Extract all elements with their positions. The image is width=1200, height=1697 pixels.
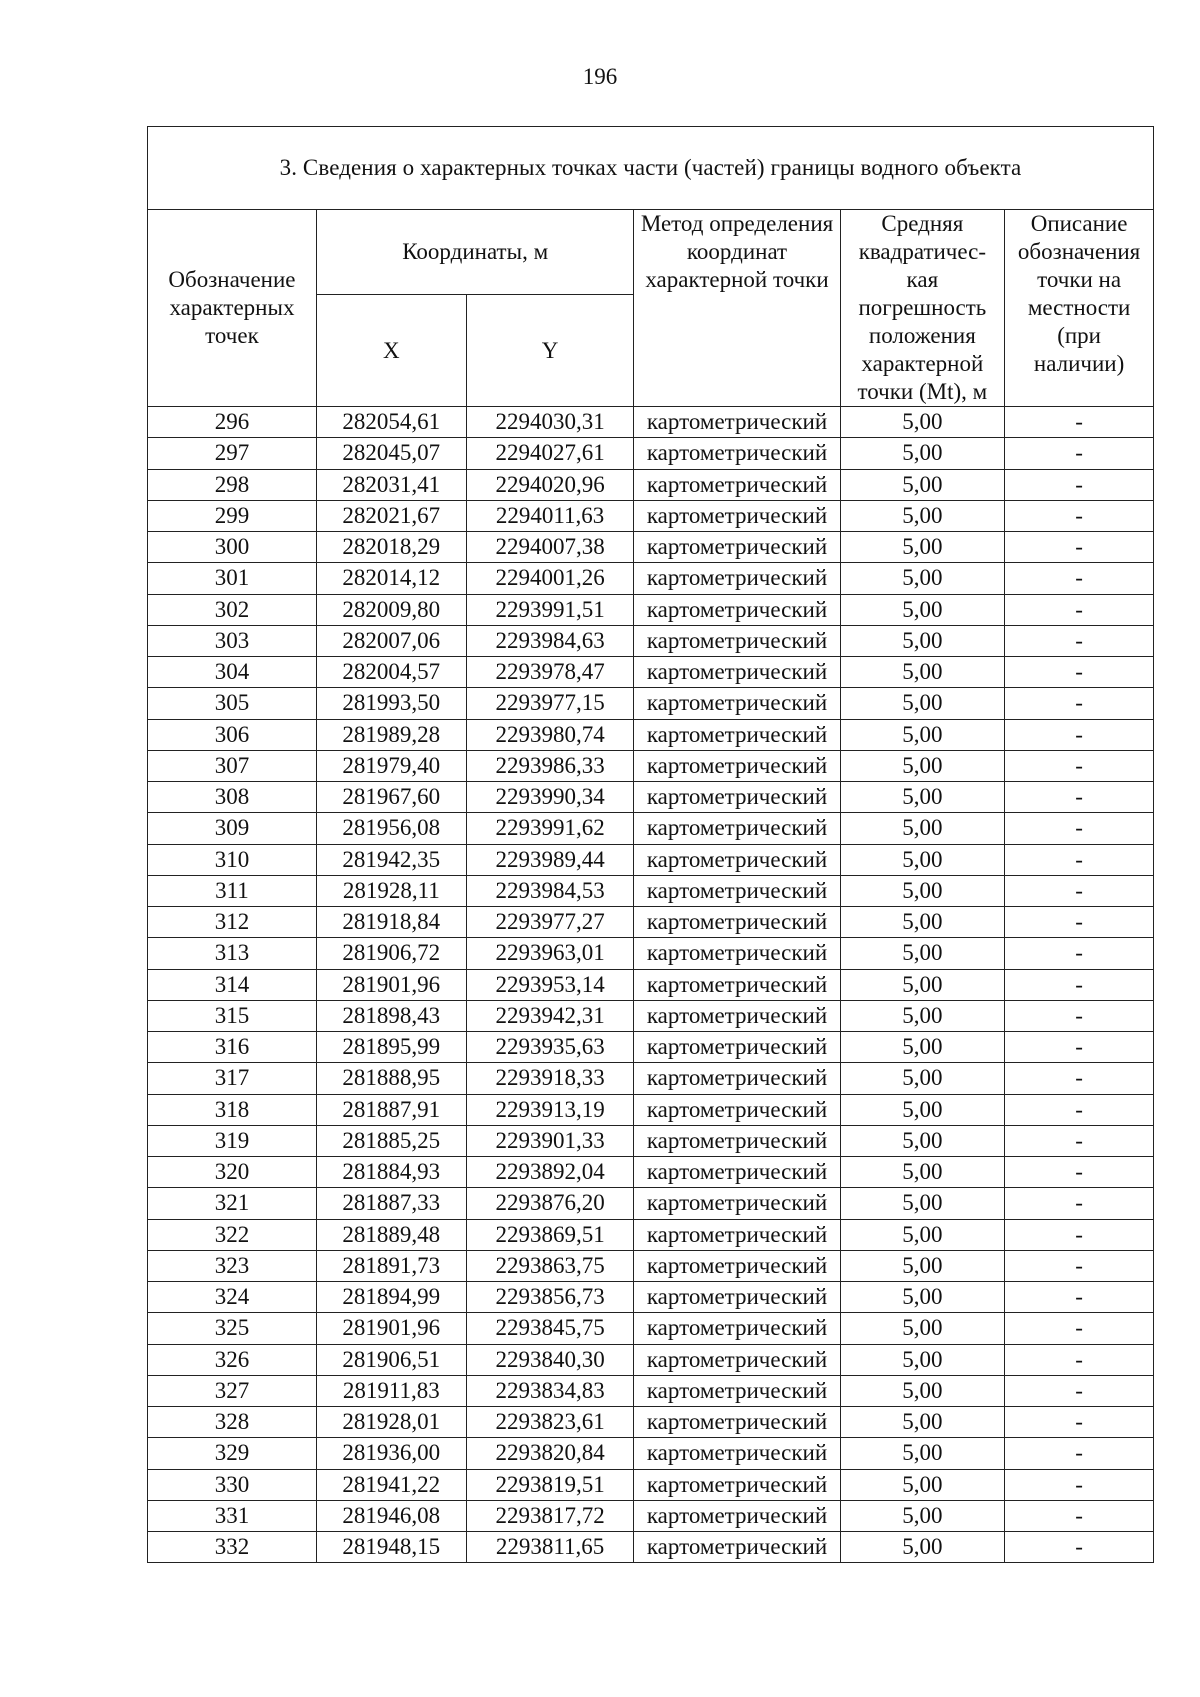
cell-y: 2293840,30 [466, 1344, 634, 1375]
table-row [148, 1438, 1154, 1469]
cell-point-id: 323 [148, 1250, 317, 1281]
cell-x: 281901,96 [316, 1313, 466, 1344]
cell-description: - [1005, 1032, 1154, 1063]
cell-x: 281895,99 [316, 1032, 466, 1063]
cell-x: 281928,11 [316, 875, 466, 906]
cell-x: 281885,25 [316, 1125, 466, 1156]
table-row [148, 407, 1154, 438]
cell-point-id: 325 [148, 1313, 317, 1344]
cell-point-id: 304 [148, 657, 317, 688]
cell-method: картометрический [634, 1500, 840, 1531]
cell-method: картометрический [634, 938, 840, 969]
table-row [148, 438, 1154, 469]
table-row [148, 938, 1154, 969]
cell-description: - [1005, 407, 1154, 438]
cell-method: картометрический [634, 1219, 840, 1250]
cell-y: 2293901,33 [466, 1125, 634, 1156]
cell-method: картометрический [634, 1125, 840, 1156]
cell-y: 2293990,34 [466, 782, 634, 813]
cell-method: картометрический [634, 594, 840, 625]
cell-error: 5,00 [840, 1532, 1005, 1563]
cell-error: 5,00 [840, 1032, 1005, 1063]
cell-method: картометрический [634, 969, 840, 1000]
cell-description: - [1005, 844, 1154, 875]
cell-x: 281884,93 [316, 1157, 466, 1188]
header-description-line: обозначения [1017, 239, 1141, 264]
cell-method: картометрический [634, 1032, 840, 1063]
cell-method: картометрический [634, 532, 840, 563]
cell-point-id: 310 [148, 844, 317, 875]
cell-method: картометрический [634, 1250, 840, 1281]
cell-method: картометрический [634, 1532, 840, 1563]
cell-error: 5,00 [840, 1157, 1005, 1188]
cell-point-id: 312 [148, 907, 317, 938]
cell-method: картометрический [634, 1094, 840, 1125]
cell-description: - [1005, 719, 1154, 750]
cell-error: 5,00 [840, 1094, 1005, 1125]
cell-point-id: 303 [148, 625, 317, 656]
cell-error: 5,00 [840, 594, 1005, 625]
cell-error: 5,00 [840, 1438, 1005, 1469]
cell-error: 5,00 [840, 1344, 1005, 1375]
table-row [148, 657, 1154, 688]
cell-y: 2293977,15 [466, 688, 634, 719]
cell-point-id: 307 [148, 750, 317, 781]
cell-method: картометрический [634, 1157, 840, 1188]
cell-x: 281967,60 [316, 782, 466, 813]
cell-y: 2293856,73 [466, 1282, 634, 1313]
cell-error: 5,00 [840, 469, 1005, 500]
cell-description: - [1005, 500, 1154, 531]
table-row [148, 1219, 1154, 1250]
cell-x: 281936,00 [316, 1438, 466, 1469]
cell-point-id: 329 [148, 1438, 317, 1469]
cell-method: картометрический [634, 1344, 840, 1375]
header-description-line: точки на [1037, 267, 1122, 292]
cell-x: 281928,01 [316, 1407, 466, 1438]
cell-x: 281906,51 [316, 1344, 466, 1375]
table-row [148, 1125, 1154, 1156]
cell-error: 5,00 [840, 500, 1005, 531]
cell-x: 282045,07 [316, 438, 466, 469]
table-row [148, 688, 1154, 719]
cell-y: 2293986,33 [466, 750, 634, 781]
cell-y: 2293989,44 [466, 844, 634, 875]
cell-x: 281887,33 [316, 1188, 466, 1219]
cell-description: - [1005, 1407, 1154, 1438]
cell-error: 5,00 [840, 1313, 1005, 1344]
cell-description: - [1005, 1000, 1154, 1031]
cell-y: 2293980,74 [466, 719, 634, 750]
cell-method: картометрический [634, 1438, 840, 1469]
cell-x: 281948,15 [316, 1532, 466, 1563]
table-row [148, 1094, 1154, 1125]
cell-y: 2294001,26 [466, 563, 634, 594]
page-number: 196 [582, 64, 618, 89]
cell-x: 281887,91 [316, 1094, 466, 1125]
cell-error: 5,00 [840, 875, 1005, 906]
cell-method: картометрический [634, 1282, 840, 1313]
cell-point-id: 318 [148, 1094, 317, 1125]
cell-x: 281911,83 [316, 1375, 466, 1406]
cell-error: 5,00 [840, 625, 1005, 656]
header-description [1005, 210, 1154, 407]
table-row [148, 469, 1154, 500]
table-row [148, 813, 1154, 844]
cell-x: 281942,35 [316, 844, 466, 875]
header-description-line: (при [1057, 323, 1101, 348]
cell-y: 2294011,63 [466, 500, 634, 531]
table-row [148, 719, 1154, 750]
table-row [148, 1407, 1154, 1438]
cell-x: 281941,22 [316, 1469, 466, 1500]
cell-error: 5,00 [840, 407, 1005, 438]
cell-error: 5,00 [840, 844, 1005, 875]
cell-y: 2293978,47 [466, 657, 634, 688]
cell-error: 5,00 [840, 1282, 1005, 1313]
cell-error: 5,00 [840, 907, 1005, 938]
cell-y: 2293953,14 [466, 969, 634, 1000]
cell-point-id: 302 [148, 594, 317, 625]
cell-point-id: 297 [148, 438, 317, 469]
cell-point-id: 296 [148, 407, 317, 438]
cell-description: - [1005, 750, 1154, 781]
cell-description: - [1005, 688, 1154, 719]
cell-error: 5,00 [840, 813, 1005, 844]
cell-method: картометрический [634, 844, 840, 875]
table-row [148, 1157, 1154, 1188]
cell-description: - [1005, 875, 1154, 906]
cell-x: 281918,84 [316, 907, 466, 938]
table-row [148, 532, 1154, 563]
cell-error: 5,00 [840, 1250, 1005, 1281]
cell-y: 2294027,61 [466, 438, 634, 469]
cell-point-id: 316 [148, 1032, 317, 1063]
table-row [148, 1532, 1154, 1563]
table-row [148, 625, 1154, 656]
header-row [148, 210, 1154, 295]
cell-description: - [1005, 469, 1154, 500]
table-row [148, 875, 1154, 906]
cell-description: - [1005, 1063, 1154, 1094]
cell-method: картометрический [634, 1063, 840, 1094]
cell-x: 282009,80 [316, 594, 466, 625]
cell-y: 2293876,20 [466, 1188, 634, 1219]
table-row [148, 1469, 1154, 1500]
cell-description: - [1005, 782, 1154, 813]
cell-description: - [1005, 1500, 1154, 1531]
header-description-line: Описание [1030, 211, 1128, 236]
cell-method: картометрический [634, 657, 840, 688]
cell-method: картометрический [634, 688, 840, 719]
cell-description: - [1005, 969, 1154, 1000]
cell-error: 5,00 [840, 532, 1005, 563]
cell-error: 5,00 [840, 1125, 1005, 1156]
cell-y: 2293845,75 [466, 1313, 634, 1344]
cell-method: картометрический [634, 469, 840, 500]
cell-error: 5,00 [840, 688, 1005, 719]
header-coordinates: Координаты, м [316, 210, 634, 295]
table-row [148, 563, 1154, 594]
cell-description: - [1005, 438, 1154, 469]
table-row [148, 500, 1154, 531]
cell-method: картометрический [634, 1469, 840, 1500]
cell-method: картометрический [634, 407, 840, 438]
cell-error: 5,00 [840, 1000, 1005, 1031]
cell-description: - [1005, 1344, 1154, 1375]
cell-description: - [1005, 907, 1154, 938]
cell-point-id: 311 [148, 875, 317, 906]
cell-error: 5,00 [840, 719, 1005, 750]
cell-y: 2293892,04 [466, 1157, 634, 1188]
header-error [840, 210, 1005, 407]
cell-error: 5,00 [840, 1219, 1005, 1250]
cell-description: - [1005, 563, 1154, 594]
cell-description: - [1005, 1282, 1154, 1313]
cell-y: 2294020,96 [466, 469, 634, 500]
cell-description: - [1005, 594, 1154, 625]
cell-method: картометрический [634, 1375, 840, 1406]
table-row [148, 1282, 1154, 1313]
cell-y: 2293991,51 [466, 594, 634, 625]
cell-description: - [1005, 813, 1154, 844]
cell-point-id: 299 [148, 500, 317, 531]
table-row [148, 969, 1154, 1000]
cell-description: - [1005, 657, 1154, 688]
table-row [148, 907, 1154, 938]
cell-method: картометрический [634, 719, 840, 750]
cell-x: 282014,12 [316, 563, 466, 594]
cell-point-id: 313 [148, 938, 317, 969]
cell-x: 282004,57 [316, 657, 466, 688]
cell-y: 2293819,51 [466, 1469, 634, 1500]
table-row [148, 1500, 1154, 1531]
cell-error: 5,00 [840, 969, 1005, 1000]
header-method-line: характерной точки [645, 267, 829, 292]
cell-y: 2293984,63 [466, 625, 634, 656]
cell-error: 5,00 [840, 750, 1005, 781]
table-row [148, 594, 1154, 625]
header-error-line: характерной [861, 351, 984, 376]
cell-x: 281901,96 [316, 969, 466, 1000]
cell-point-id: 306 [148, 719, 317, 750]
cell-point-id: 314 [148, 969, 317, 1000]
cell-error: 5,00 [840, 563, 1005, 594]
title-row [148, 127, 1154, 210]
cell-description: - [1005, 938, 1154, 969]
cell-error: 5,00 [840, 938, 1005, 969]
cell-x: 281894,99 [316, 1282, 466, 1313]
header-error-line: погрешность [858, 295, 987, 320]
cell-description: - [1005, 1375, 1154, 1406]
cell-point-id: 332 [148, 1532, 317, 1563]
table-row [148, 844, 1154, 875]
cell-y: 2293935,63 [466, 1032, 634, 1063]
cell-y: 2293834,83 [466, 1375, 634, 1406]
cell-method: картометрический [634, 1407, 840, 1438]
cell-x: 282054,61 [316, 407, 466, 438]
cell-error: 5,00 [840, 1500, 1005, 1531]
cell-method: картометрический [634, 875, 840, 906]
cell-description: - [1005, 1157, 1154, 1188]
cell-y: 2293918,33 [466, 1063, 634, 1094]
cell-description: - [1005, 625, 1154, 656]
cell-point-id: 309 [148, 813, 317, 844]
cell-description: - [1005, 1313, 1154, 1344]
cell-method: картометрический [634, 625, 840, 656]
header-designation-line: характерных [169, 295, 295, 320]
cell-y: 2293863,75 [466, 1250, 634, 1281]
cell-method: картометрический [634, 1313, 840, 1344]
cell-y: 2293991,62 [466, 813, 634, 844]
cell-point-id: 308 [148, 782, 317, 813]
cell-y: 2293820,84 [466, 1438, 634, 1469]
cell-y: 2294030,31 [466, 407, 634, 438]
cell-y: 2293817,72 [466, 1500, 634, 1531]
table-row [148, 1344, 1154, 1375]
header-error-line: точки (Mt), м [857, 379, 988, 404]
cell-description: - [1005, 1094, 1154, 1125]
header-error-line: квадратичес- [858, 239, 987, 264]
cell-x: 282007,06 [316, 625, 466, 656]
cell-y: 2294007,38 [466, 532, 634, 563]
cell-x: 281989,28 [316, 719, 466, 750]
cell-error: 5,00 [840, 1375, 1005, 1406]
cell-method: картометрический [634, 782, 840, 813]
cell-y: 2293984,53 [466, 875, 634, 906]
cell-point-id: 324 [148, 1282, 317, 1313]
cell-x: 281956,08 [316, 813, 466, 844]
cell-x: 281891,73 [316, 1250, 466, 1281]
cell-x: 282021,67 [316, 500, 466, 531]
cell-point-id: 320 [148, 1157, 317, 1188]
cell-point-id: 331 [148, 1500, 317, 1531]
cell-x: 281979,40 [316, 750, 466, 781]
cell-point-id: 305 [148, 688, 317, 719]
table-row [148, 1250, 1154, 1281]
cell-y: 2293811,65 [466, 1532, 634, 1563]
table-row [148, 1063, 1154, 1094]
cell-x: 281946,08 [316, 1500, 466, 1531]
cell-point-id: 327 [148, 1375, 317, 1406]
cell-method: картометрический [634, 563, 840, 594]
header-designation [148, 210, 317, 407]
cell-description: - [1005, 1438, 1154, 1469]
header-method-line: Метод определения [640, 211, 834, 236]
cell-x: 281898,43 [316, 1000, 466, 1031]
table-row [148, 1313, 1154, 1344]
cell-point-id: 300 [148, 532, 317, 563]
cell-x: 281906,72 [316, 938, 466, 969]
header-designation-line: точек [205, 323, 259, 348]
header-description-line: наличии) [1033, 351, 1125, 376]
header-method [634, 210, 840, 407]
cell-x: 281993,50 [316, 688, 466, 719]
cell-point-id: 317 [148, 1063, 317, 1094]
cell-point-id: 330 [148, 1469, 317, 1500]
table-row [148, 750, 1154, 781]
cell-y: 2293913,19 [466, 1094, 634, 1125]
cell-method: картометрический [634, 1188, 840, 1219]
header-method-line: координат [686, 239, 788, 264]
cell-error: 5,00 [840, 782, 1005, 813]
boundary-points-table [147, 126, 1154, 1563]
cell-x: 282031,41 [316, 469, 466, 500]
table-row [148, 1032, 1154, 1063]
header-error-line: положения [868, 323, 976, 348]
cell-error: 5,00 [840, 1063, 1005, 1094]
cell-method: картометрический [634, 813, 840, 844]
cell-error: 5,00 [840, 1407, 1005, 1438]
header-y: Y [466, 295, 634, 407]
table-row [148, 782, 1154, 813]
cell-point-id: 321 [148, 1188, 317, 1219]
table-row [148, 1375, 1154, 1406]
section-title: 3. Сведения о характерных точках части (частей) границы водного объекта [148, 127, 1154, 210]
cell-point-id: 298 [148, 469, 317, 500]
cell-y: 2293869,51 [466, 1219, 634, 1250]
cell-description: - [1005, 1188, 1154, 1219]
header-description-line: местности [1027, 295, 1131, 320]
cell-description: - [1005, 532, 1154, 563]
header-error-line: Средняя [881, 211, 964, 236]
cell-point-id: 328 [148, 1407, 317, 1438]
cell-x: 281889,48 [316, 1219, 466, 1250]
cell-y: 2293823,61 [466, 1407, 634, 1438]
header-x: X [316, 295, 466, 407]
cell-method: картометрический [634, 750, 840, 781]
cell-y: 2293963,01 [466, 938, 634, 969]
cell-point-id: 301 [148, 563, 317, 594]
cell-error: 5,00 [840, 438, 1005, 469]
header-error-line: кая [906, 267, 939, 292]
cell-description: - [1005, 1125, 1154, 1156]
cell-y: 2293977,27 [466, 907, 634, 938]
cell-y: 2293942,31 [466, 1000, 634, 1031]
cell-point-id: 326 [148, 1344, 317, 1375]
cell-error: 5,00 [840, 1469, 1005, 1500]
cell-method: картометрический [634, 500, 840, 531]
table-row [148, 1188, 1154, 1219]
cell-point-id: 319 [148, 1125, 317, 1156]
cell-error: 5,00 [840, 657, 1005, 688]
cell-method: картометрический [634, 907, 840, 938]
cell-x: 281888,95 [316, 1063, 466, 1094]
cell-method: картометрический [634, 438, 840, 469]
cell-method: картометрический [634, 1000, 840, 1031]
header-designation-line: Обозначение [168, 267, 296, 292]
cell-x: 282018,29 [316, 532, 466, 563]
table-row [148, 1000, 1154, 1031]
cell-description: - [1005, 1532, 1154, 1563]
cell-point-id: 322 [148, 1219, 317, 1250]
cell-error: 5,00 [840, 1188, 1005, 1219]
cell-description: - [1005, 1250, 1154, 1281]
cell-point-id: 315 [148, 1000, 317, 1031]
cell-description: - [1005, 1469, 1154, 1500]
cell-description: - [1005, 1219, 1154, 1250]
